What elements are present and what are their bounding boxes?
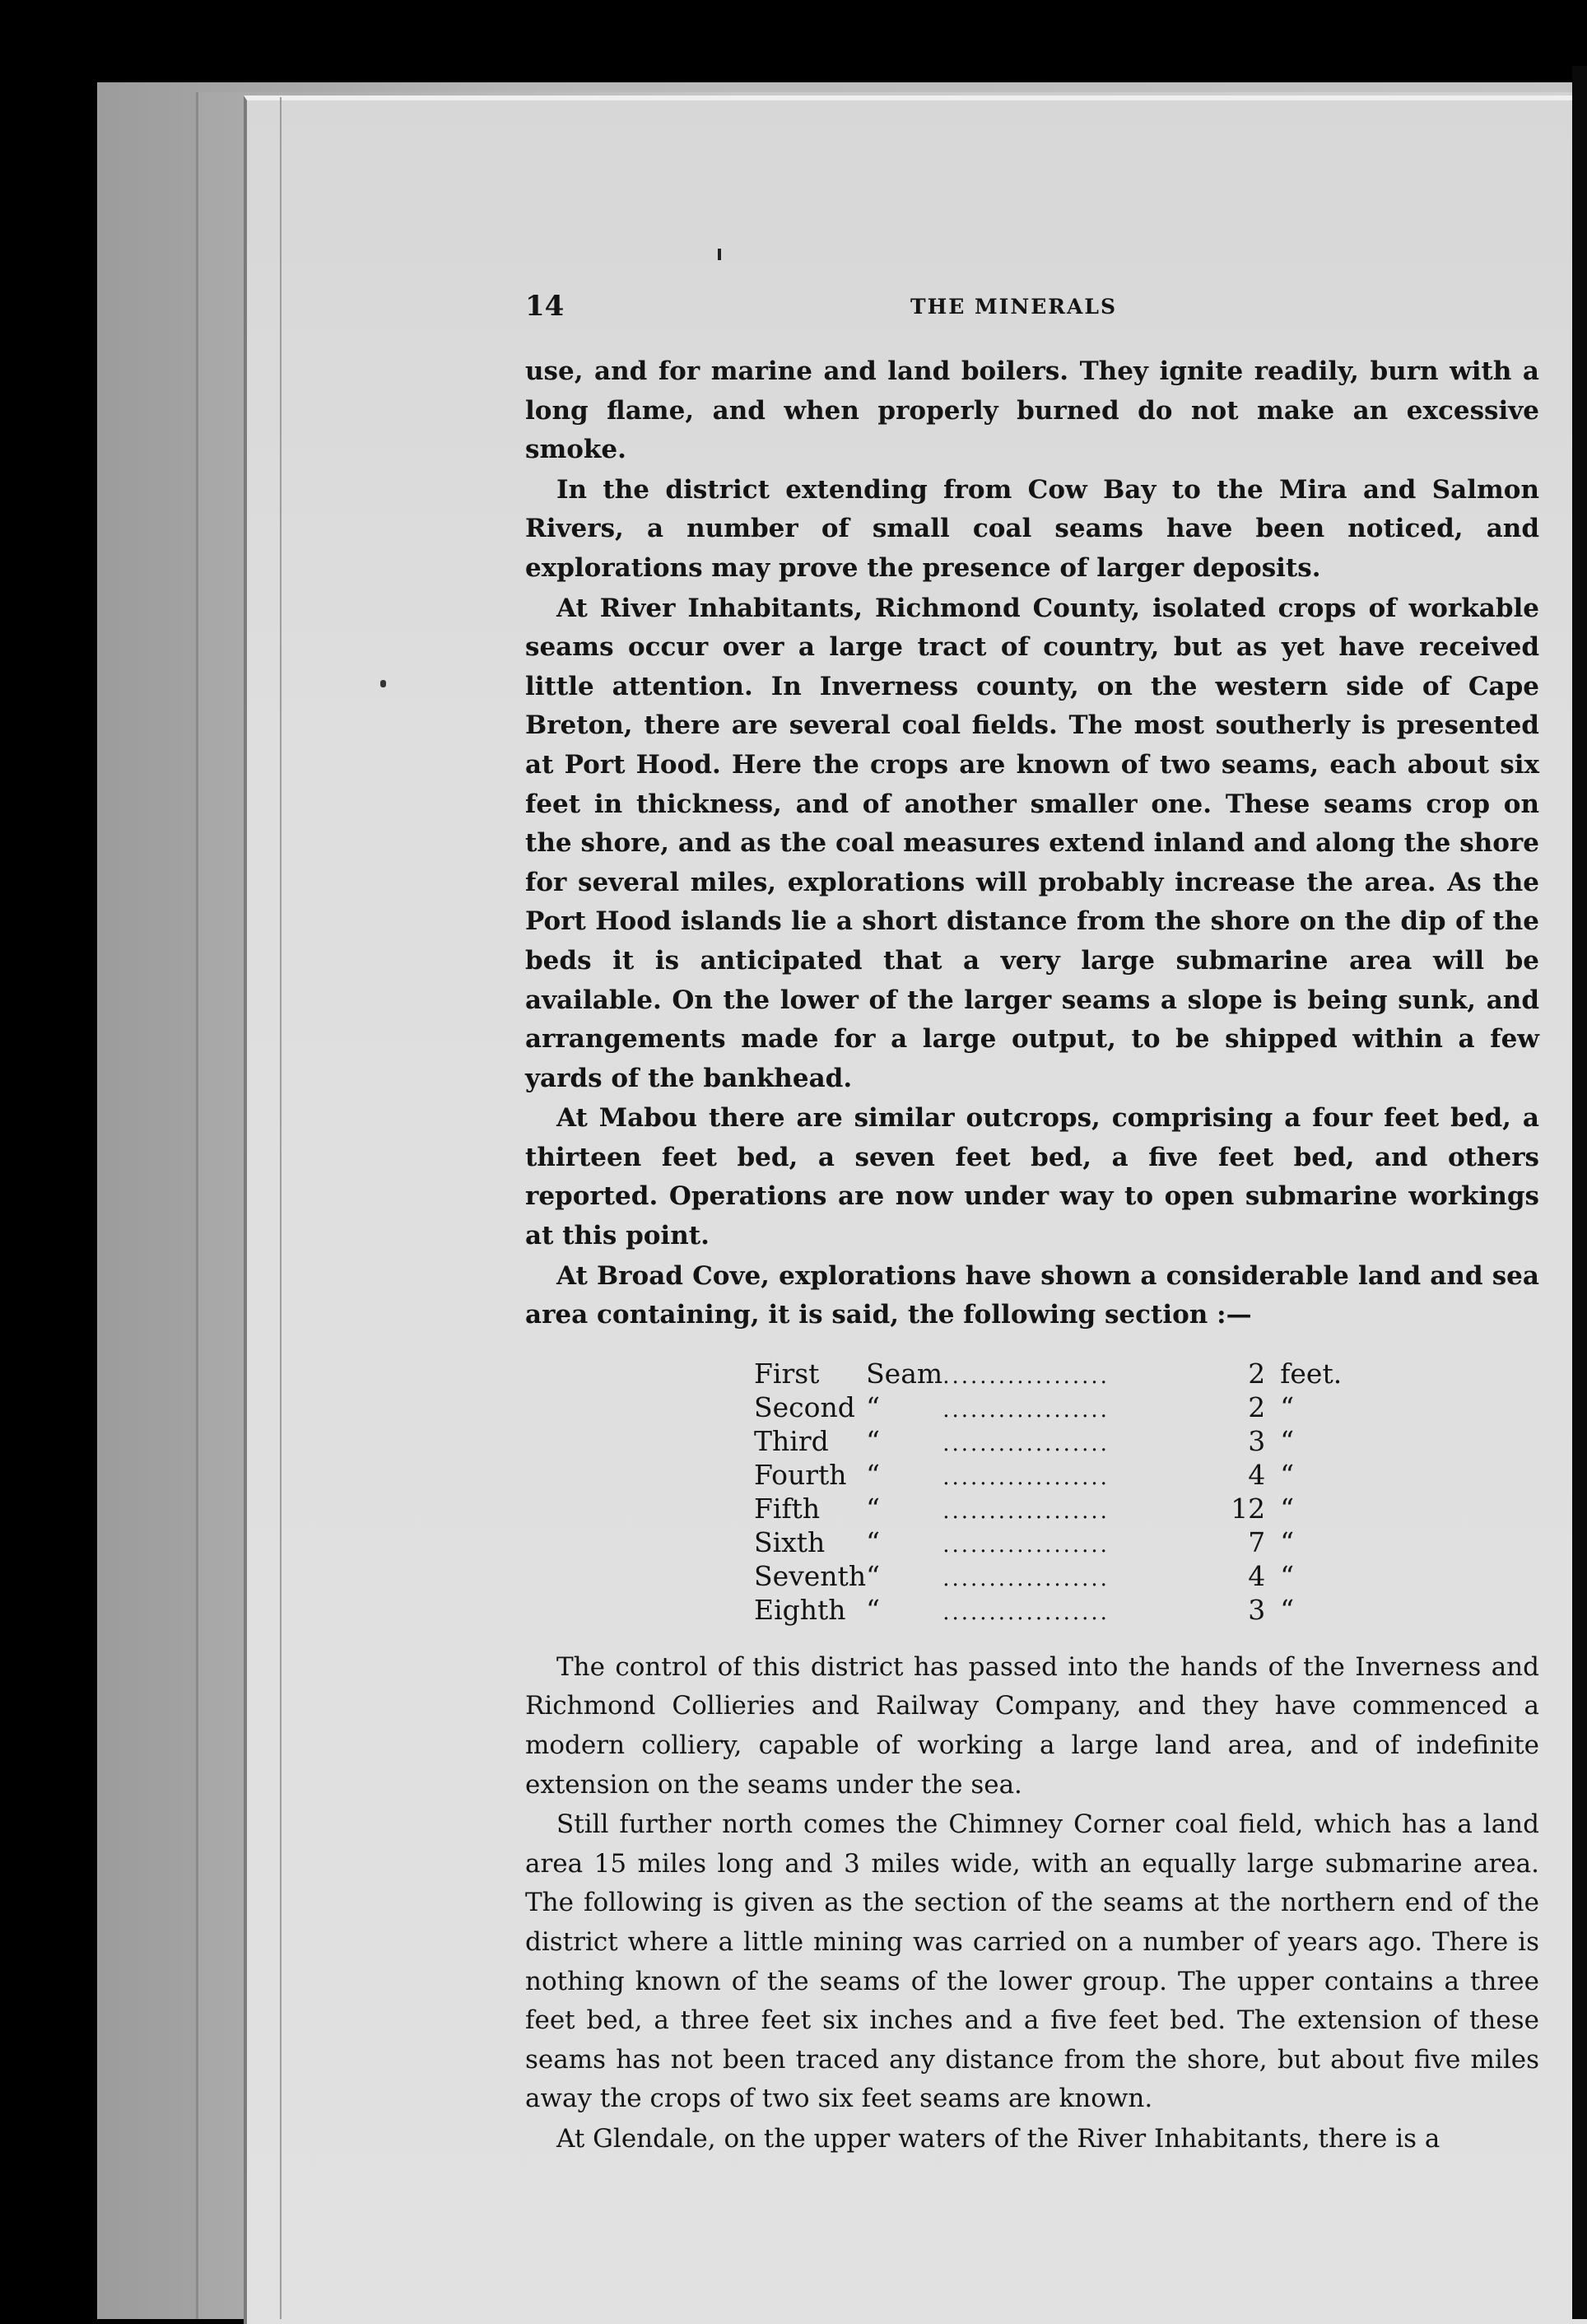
seam-thickness: 3 xyxy=(1248,1424,1266,1457)
table-row xyxy=(754,1392,1342,1426)
running-head: THE MINERALS xyxy=(910,295,1118,319)
table-row xyxy=(754,1595,1342,1628)
seam-unit: “ xyxy=(1280,1525,1295,1558)
paragraph: Still further north comes the Chimney Corner coal field, which has a land area 15 miles long and 3 miles wide, with an equally large submarine area. The following is given as the section of the seams at the northern end of the district where a little mining was carried on a number of years ago. There is nothing known of the seams of the lower group. The upper contains a three feet bed, a three feet six inches and a five feet bed. The extension of these seams has not been traced any distance from the shore, but about five miles away the crops of two six feet seams are known. xyxy=(525,1809,1539,2114)
seam-unit: “ xyxy=(1280,1390,1295,1423)
seam-unit: “ xyxy=(1280,1559,1295,1592)
leader-dots: .................. xyxy=(942,1465,1110,1490)
paragraph: At River Inhabitants, Richmond County, isolated crops of workable seams occur over a large tract of country, but as yet have received little attention. In Inverness county, on the western side of Cape Breton, there are several coal fields. The most southerly is presented at Port Hood. Here the crops are known of two seams, each about six feet in thickness, and of another smaller one. These seams crop on the shore, and as the coal measures extend inland and along the shore for several miles, explorations will probably increase the area. As the Port Hood islands lie a short distance from the shore on the dip of the beds it is anticipated that a very large submarine area will be available. On the lower of the larger seams a slope is being sunk, and arrangements made for a large output, to be shipped within a few yards of the bankhead. xyxy=(525,593,1539,1093)
seam-thickness: 4 xyxy=(1248,1458,1266,1491)
seam-thickness: 12 xyxy=(1231,1492,1266,1525)
seam-thickness: 3 xyxy=(1248,1593,1266,1626)
paragraph: In the district extending from Cow Bay to the Mira and Salmon Rivers, a number of small coal seams have been noticed, and explorations may prove the presence of larger deposits. xyxy=(525,474,1539,583)
leader-dots: .................. xyxy=(942,1397,1110,1423)
seam-ditto: “ xyxy=(866,1424,880,1457)
paragraph: At Glendale, on the upper waters of the River Inhabitants, there is a xyxy=(556,2123,1440,2154)
seam-ditto: Seam xyxy=(866,1357,943,1390)
seam-name: Fifth xyxy=(754,1492,821,1525)
seam-ditto: “ xyxy=(866,1559,880,1592)
seam-ditto: “ xyxy=(866,1390,880,1423)
page-header xyxy=(525,288,1539,321)
margin-speck xyxy=(380,680,386,687)
seam-ditto: “ xyxy=(866,1525,880,1558)
seam-thickness: 4 xyxy=(1248,1559,1266,1592)
seam-unit: “ xyxy=(1280,1458,1295,1491)
seam-thickness: 7 xyxy=(1248,1525,1266,1558)
seam-ditto: “ xyxy=(866,1458,880,1491)
seam-name: Third xyxy=(754,1424,829,1457)
seam-unit: feet. xyxy=(1280,1357,1343,1390)
seam-unit: “ xyxy=(1280,1593,1295,1626)
scan-right-border xyxy=(1572,66,1587,2319)
seam-ditto: “ xyxy=(866,1492,880,1525)
paragraph: At Broad Cove, explorations have shown a considerable land and sea area containing, it is said, the following section :— xyxy=(525,1260,1539,1330)
body-text xyxy=(525,352,1539,2160)
seam-name: Sixth xyxy=(754,1525,826,1558)
seam-thickness: 2 xyxy=(1248,1390,1266,1423)
print-mark xyxy=(718,249,721,260)
table-row xyxy=(754,1561,1342,1595)
seam-thickness: 2 xyxy=(1248,1357,1266,1390)
leader-dots: .................. xyxy=(942,1363,1110,1389)
seam-ditto: “ xyxy=(866,1593,880,1626)
table-row xyxy=(754,1460,1342,1493)
seam-unit: “ xyxy=(1280,1424,1295,1457)
seam-name: Second xyxy=(754,1390,855,1423)
table-row xyxy=(754,1426,1342,1460)
leader-dots: .................. xyxy=(942,1532,1110,1558)
scan-top-border xyxy=(0,0,1587,79)
seam-unit: “ xyxy=(1280,1492,1295,1525)
table-row xyxy=(754,1493,1342,1527)
paragraph: At Mabou there are similar outcrops, comprising a four feet bed, a thirteen feet bed, a seven feet bed, a five feet bed, and others reported. Operations are now under way to open submarine workings at this point. xyxy=(525,1103,1539,1251)
paragraph: use, and for marine and land boilers. They ignite readily, burn with a long flame, and when properly burned do not make an excessive smoke. xyxy=(525,356,1539,465)
leader-dots: .................. xyxy=(942,1566,1110,1591)
leader-dots: .................. xyxy=(942,1431,1110,1456)
seam-name: Fourth xyxy=(754,1458,847,1491)
seam-name: Seventh xyxy=(754,1559,867,1592)
page-number: 14 xyxy=(525,290,565,323)
leader-dots: .................. xyxy=(942,1498,1110,1524)
seam-name: First xyxy=(754,1357,820,1390)
table-row xyxy=(754,1527,1342,1561)
seam-section-table xyxy=(754,1358,1342,1628)
page-content xyxy=(525,288,1539,2154)
seam-name: Eighth xyxy=(754,1593,846,1626)
leader-dots: .................. xyxy=(942,1600,1110,1625)
paragraph: The control of this district has passed into the hands of the Inverness and Richmond Collieries and Railway Company, and they have commenced a modern colliery, capable of working a large land area, and of indefinite extension on the seams under the sea. xyxy=(525,1651,1539,1800)
table-row xyxy=(754,1358,1342,1392)
